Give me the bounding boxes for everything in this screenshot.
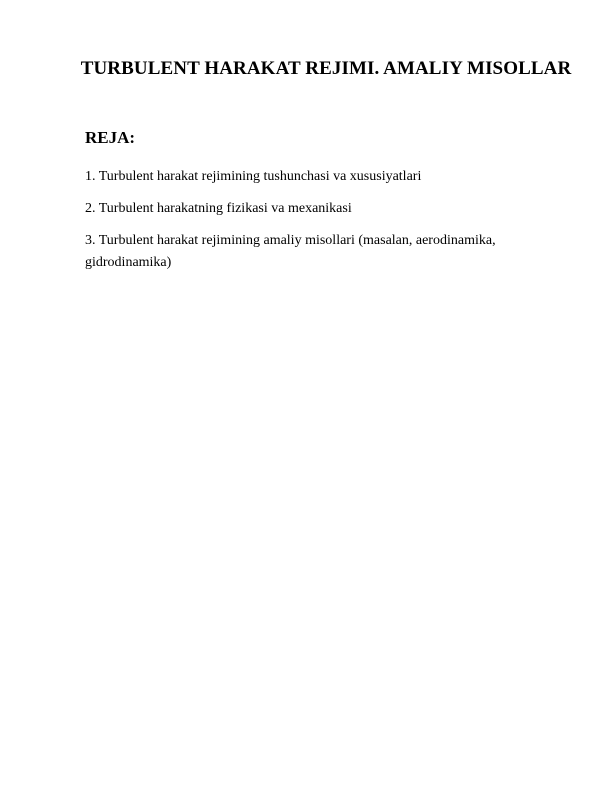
document-title: TURBULENT HARAKAT REJIMI. AMALIY MISOLLAR (80, 58, 572, 79)
plan-list (85, 166, 525, 284)
plan-heading: REJA: (85, 128, 136, 147)
plan-item-2: 2. Turbulent harakatning fizikasi va mexanikasi (85, 201, 352, 216)
plan-item-1: 1. Turbulent harakat rejimining tushunchasi va xususiyatlari (85, 169, 422, 184)
plan-item-3: 3. Turbulent harakat rejimining amaliy misollari (masalan, aerodinamika, gidrodinamika) (85, 233, 496, 270)
